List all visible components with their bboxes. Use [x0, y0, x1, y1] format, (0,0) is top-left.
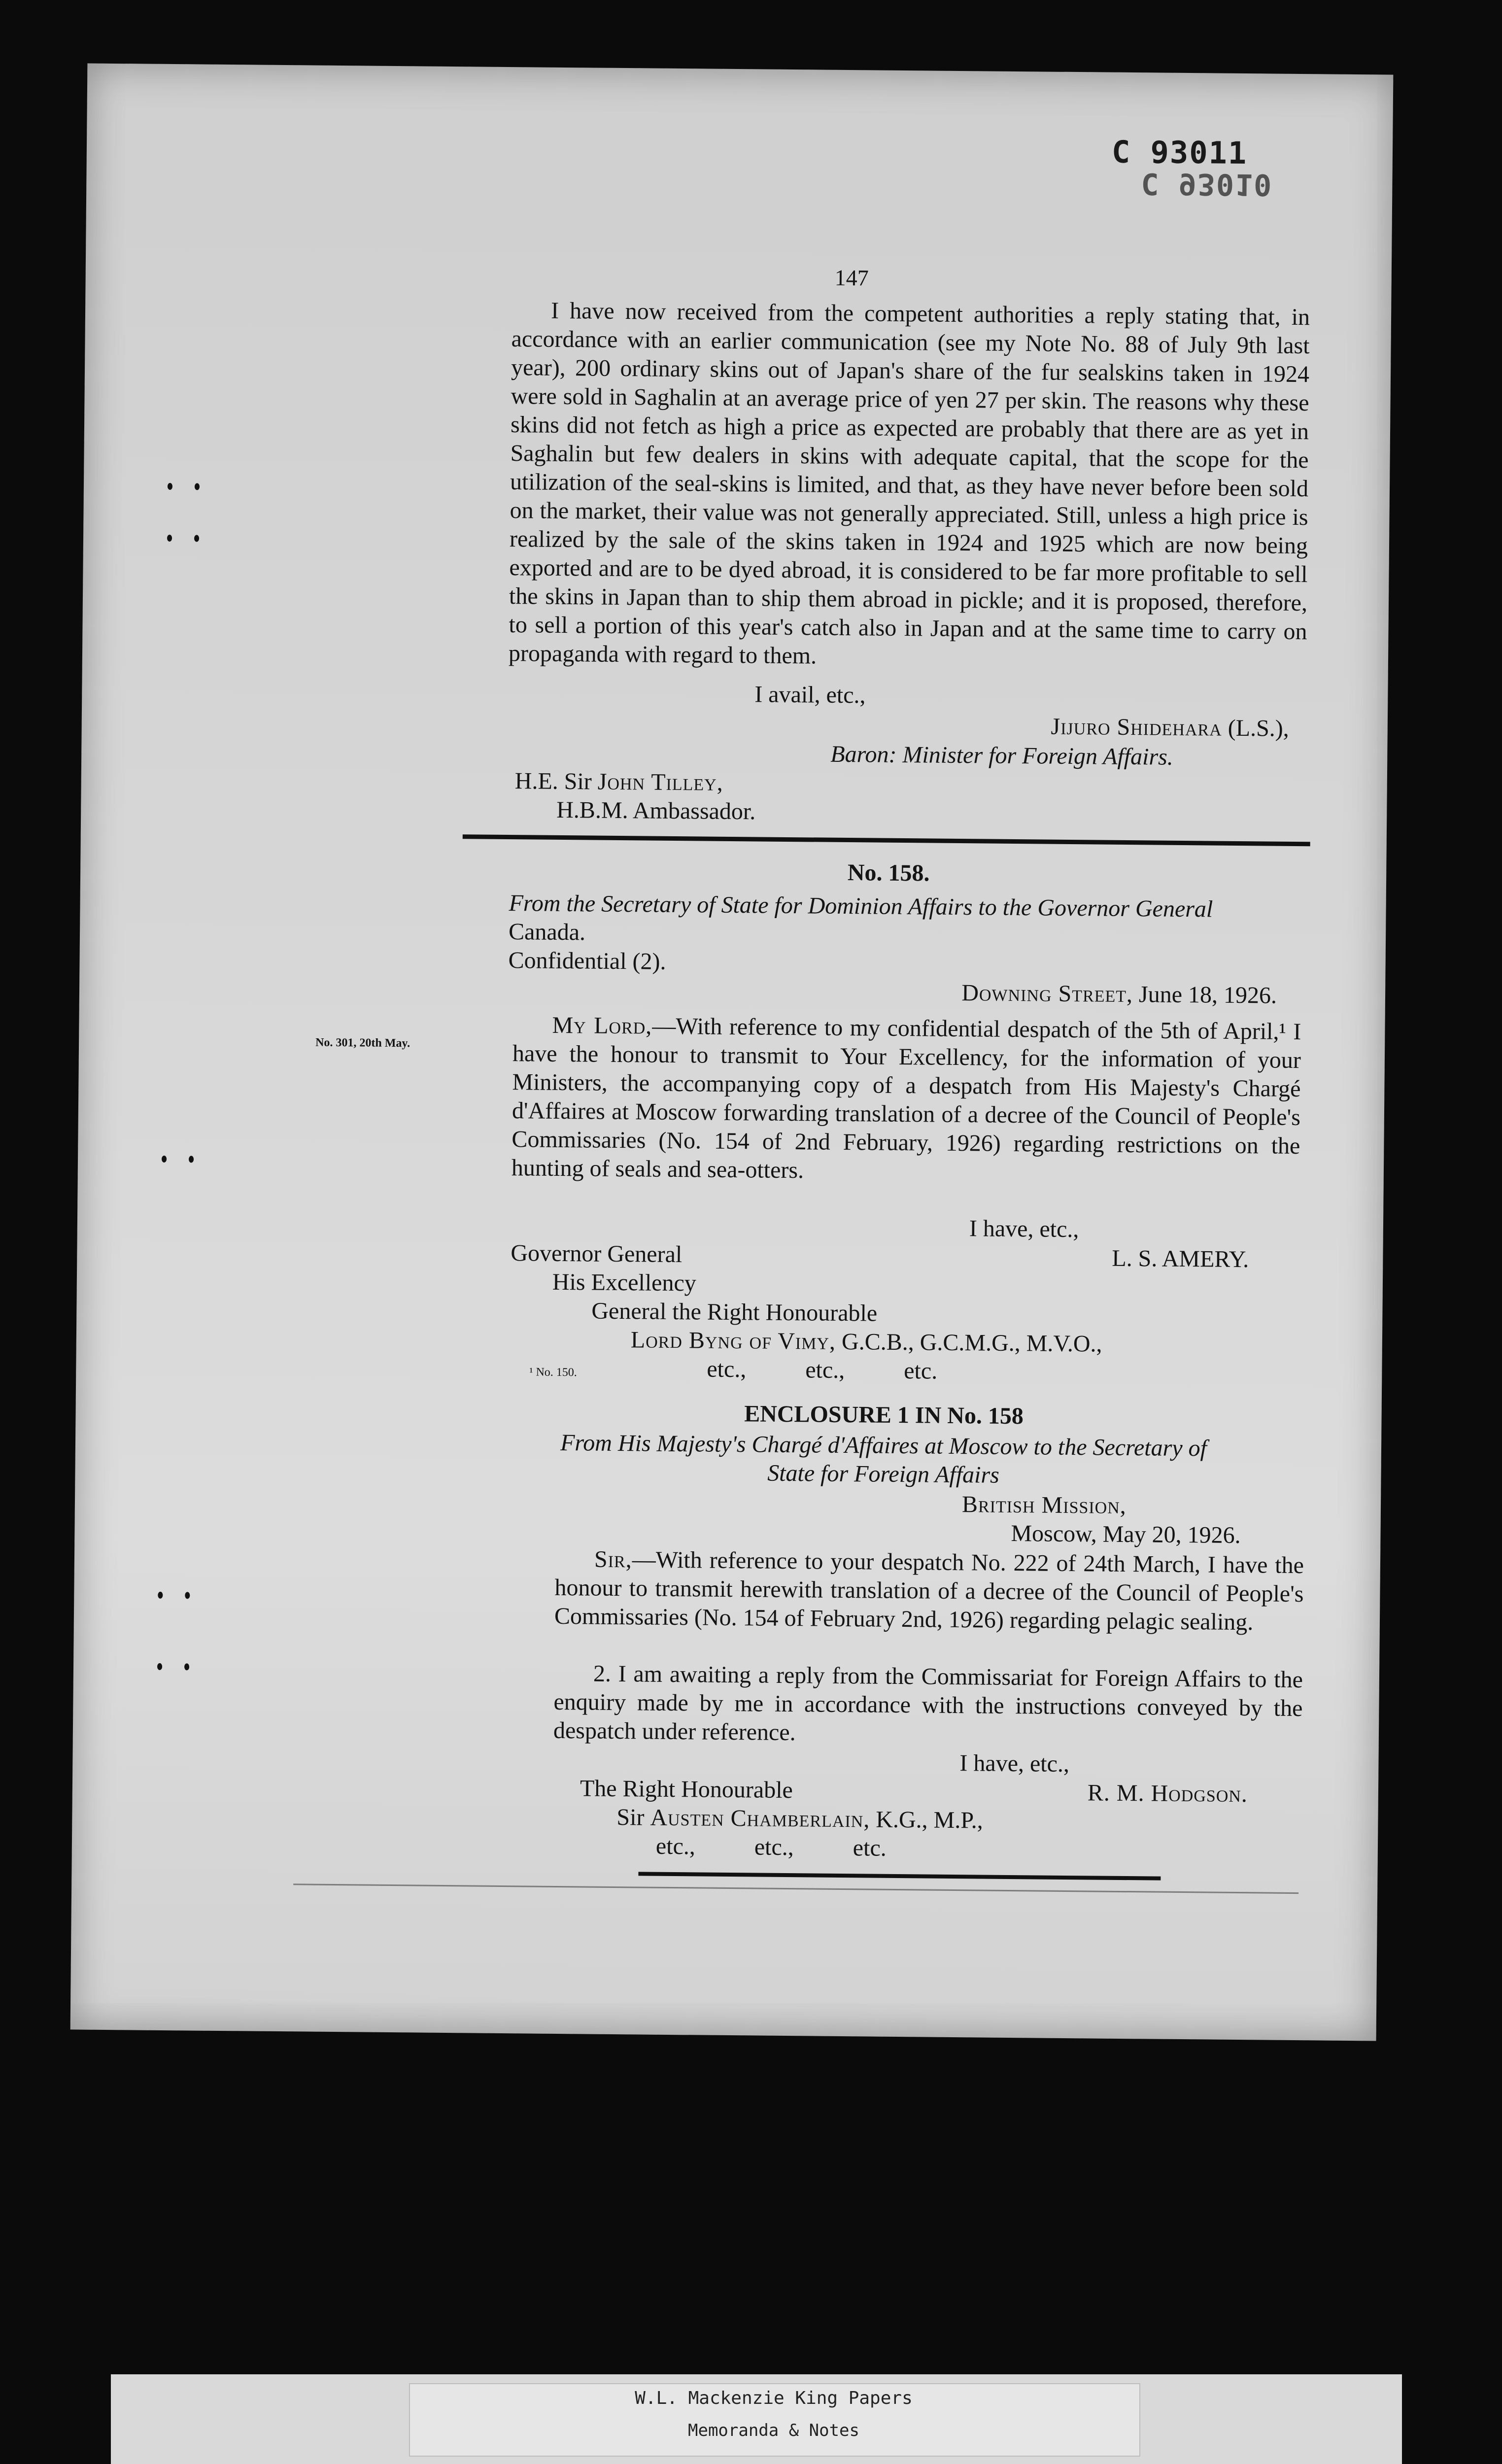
binding-mark [184, 1663, 189, 1670]
page-number: 147 [834, 265, 869, 291]
collection-name: W.L. Mackenzie King Papers [635, 2388, 913, 2408]
despatch-closing: I have, etc., [969, 1215, 1079, 1243]
collection-series: Memoranda & Notes [688, 2421, 859, 2440]
document-page [70, 64, 1394, 2041]
addressee: H.E. Sir John Tilley, [514, 768, 723, 796]
despatch-body: My Lord,—With reference to my confidential despatch of the 5th of April,¹ I have the honour to transmit to Your Excellency, for the information of your Ministers, the accompanying copy of a despatch from His Majesty's Chargé d'Affaires at Moscow forwarding translation of a decree of the Council of People's Commissaries (No. 154 of 2nd February, 1926) regarding restrictions on the hunting of seals and sea-otters. [511, 1012, 1301, 1184]
binding-mark [195, 483, 200, 490]
despatch-from: From the Secretary of State for Dominion Affairs to the Governor General [509, 890, 1213, 923]
despatch-addressee-3: General the Right Honourable [591, 1298, 878, 1327]
enclosure-from-1: From His Majesty's Chargé d'Affaires at Moscow to the Secretary of [560, 1429, 1207, 1462]
despatch-addressee-5: etc., etc., etc. [707, 1356, 938, 1384]
despatch-classification: Confidential (2). [508, 947, 666, 975]
enclosure-mission: British Mission, [961, 1491, 1127, 1519]
despatch-country: Canada. [508, 919, 586, 946]
binding-mark [158, 1592, 163, 1599]
signatory: Jijuro Shidehara (L.S.), [1051, 713, 1290, 742]
enclosure-para-2: 2. I am awaiting a reply from the Commissariat for Foreign Affairs to the enquiry made by me in accordance with the instructions conveyed by the despatch under reference. [553, 1660, 1303, 1746]
enclosure-place-date: Moscow, May 20, 1926. [1011, 1520, 1241, 1549]
paragraph-skins-sale: I have now received from the competent authorities a reply stating that, in accordance with an earlier communication (see my Note No. 88 of July 9th last year), 200 ordinary skins out of Japan's share of the fur sealskins taken in 1924 were sold in Saghalin at an average price of yen 27 per skin. The reasons why these skins did not fetch as high a price as expected are probably that there are as yet in Saghalin but few dealers in skins with adequate capital, that the scope for the utilization of the seal-skins is limited, and that, as they have never before been sold on the market, their value was not generally appreciated. Still, unless a high price is realized by the sale of the skins taken in 1924 and 1925 which are now being exported and are to be dyed abroad, it is considered to be far more profitable to sell the skins in Japan than to ship them abroad in pickle; and it is proposed, therefore, to sell a portion of this year's catch also in Japan and at the same time to carry on propaganda with regard to them. [508, 297, 1310, 669]
enclosure-sender: R. M. Hodgson. [1087, 1780, 1248, 1808]
despatch-addressee-2: His Excellency [552, 1268, 697, 1297]
enclosure-from-2: State for Foreign Affairs [767, 1460, 1000, 1488]
letter-closing: I avail, etc., [754, 681, 866, 709]
section-divider [463, 834, 1310, 846]
despatch-heading: No. 158. [847, 859, 930, 887]
faint-rule [293, 1883, 1298, 1894]
despatch-place-date: Downing Street, June 18, 1926. [961, 980, 1277, 1009]
reference-number: C 93011 [1111, 134, 1248, 171]
addressee-title: H.B.M. Ambassador. [556, 796, 756, 825]
enclosure-para-1: Sir,—With reference to your despatch No. 222 of 24th March, I have the honour to transmit herewith translation of a decree of the Council of People's Commissaries (No. 154 of February 2nd, 1926) regarding pelagic sealing. [554, 1546, 1304, 1636]
margin-note: No. 301, 20th May. [315, 1036, 410, 1050]
despatch-addressee-1: Governor General [511, 1240, 683, 1268]
binding-mark [157, 1663, 162, 1670]
footnote: ¹ No. 150. [529, 1366, 577, 1379]
end-rule [638, 1872, 1161, 1880]
enclosure-closing: I have, etc., [959, 1750, 1070, 1778]
despatch-addressee-4: Lord Byng of Vimy, G.C.B., G.C.M.G., M.V.O., [630, 1327, 1102, 1357]
enclosure-addressee-3: etc., etc., etc. [655, 1833, 887, 1861]
despatch-sender: L. S. AMERY. [1112, 1245, 1249, 1273]
binding-mark [185, 1592, 190, 1599]
enclosure-addressee-1: The Right Honourable [580, 1775, 793, 1804]
enclosure-addressee-2: Sir Austen Chamberlain, K.G., M.P., [616, 1804, 983, 1834]
binding-mark [167, 535, 172, 542]
enclosure-heading: ENCLOSURE 1 IN No. 158 [744, 1401, 1024, 1430]
binding-mark [162, 1156, 167, 1163]
signatory-title: Baron: Minister for Foreign Affairs. [830, 741, 1174, 770]
binding-mark [168, 483, 172, 490]
binding-mark [194, 535, 199, 542]
binding-mark [189, 1156, 194, 1163]
offset-reference-number: C 93010 [1141, 166, 1273, 202]
